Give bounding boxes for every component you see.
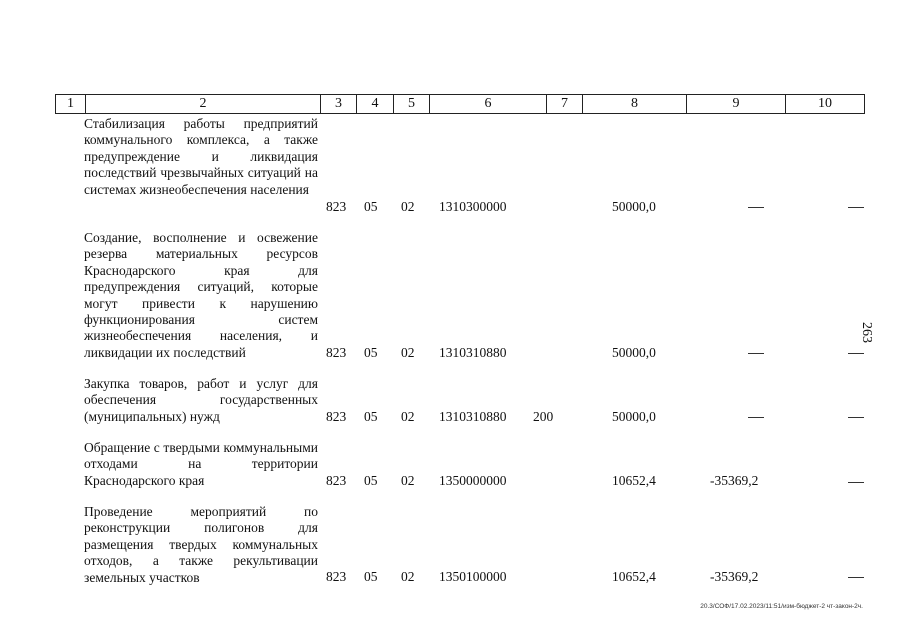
- header-col-7: 7: [547, 95, 583, 113]
- cell-code: 823: [326, 473, 347, 488]
- header-col-5: 5: [394, 95, 430, 113]
- cell-target-article: 1310300000: [439, 199, 507, 214]
- cell-change: -35369,2: [710, 569, 759, 584]
- cell-col9-dash: [748, 207, 764, 208]
- header-col-9: 9: [687, 95, 786, 113]
- header-col-3: 3: [321, 95, 357, 113]
- cell-target-article: 1350100000: [439, 569, 507, 584]
- cell-subsection: 02: [401, 569, 415, 584]
- cell-code: 823: [326, 345, 347, 360]
- page-number: 263: [859, 322, 874, 343]
- cell-col9-dash: [748, 353, 764, 354]
- cell-col10-dash: [848, 207, 864, 208]
- table-header: [55, 94, 865, 114]
- cell-subsection: 02: [401, 199, 415, 214]
- cell-section: 05: [364, 473, 378, 488]
- cell-amount: 50000,0: [612, 199, 656, 214]
- cell-subsection: 02: [401, 473, 415, 488]
- cell-target-article: 1350000000: [439, 473, 507, 488]
- cell-subsection: 02: [401, 409, 415, 424]
- cell-change: -35369,2: [710, 473, 759, 488]
- cell-section: 05: [364, 199, 378, 214]
- cell-amount: 50000,0: [612, 345, 656, 360]
- header-col-6: 6: [430, 95, 547, 113]
- footer-stamp: 20.3/СОФ/17.02.2023/11:51/изм-бюджет-2 чт-закон-2ч.: [700, 603, 863, 610]
- cell-code: 823: [326, 409, 347, 424]
- header-col-4: 4: [357, 95, 394, 113]
- cell-target-article: 1310310880: [439, 345, 507, 360]
- cell-col10-dash: [848, 482, 864, 483]
- cell-amount: 50000,0: [612, 409, 656, 424]
- cell-code: 823: [326, 199, 347, 214]
- header-col-10: 10: [818, 96, 832, 111]
- cell-col9-dash: [748, 417, 764, 418]
- cell-target-article: 1310310880: [439, 409, 507, 424]
- cell-section: 05: [364, 345, 378, 360]
- cell-code: 823: [326, 569, 347, 584]
- row-name: Закупка товаров, работ и услуг для обеспечения государственных (муниципальных) нужд: [84, 376, 318, 424]
- cell-amount: 10652,4: [612, 569, 656, 584]
- cell-section: 05: [364, 409, 378, 424]
- row-name: Проведение мероприятий по реконструкции полигонов для размещения твердых коммунальных отходов, а также рекультивации земельных участков: [84, 504, 318, 585]
- header-col-1: 1: [56, 95, 86, 113]
- cell-section: 05: [364, 569, 378, 584]
- header-col-8: 8: [583, 95, 687, 113]
- cell-subsection: 02: [401, 345, 415, 360]
- cell-col10-dash: [848, 417, 864, 418]
- header-col-2: 2: [86, 95, 321, 113]
- row-name: Стабилизация работы предприятий коммунального комплекса, а также предупреждение и ликвидация последствий чрезвычайных ситуаций на системах жизнеобеспечения населения: [84, 116, 318, 197]
- cell-expense-type: 200: [533, 409, 554, 424]
- row-name: Обращение с твердыми коммунальными отходами на территории Краснодарского края: [84, 440, 318, 488]
- cell-col10-dash: [848, 353, 864, 354]
- cell-amount: 10652,4: [612, 473, 656, 488]
- row-name: Создание, восполнение и освежение резерва материальных ресурсов Краснодарского края для предупреждения ситуаций, которые могут привести к нарушению функционирования систем жизнеобеспечения населения, и ликвидации их последствий: [84, 230, 318, 360]
- cell-col10-dash: [848, 577, 864, 578]
